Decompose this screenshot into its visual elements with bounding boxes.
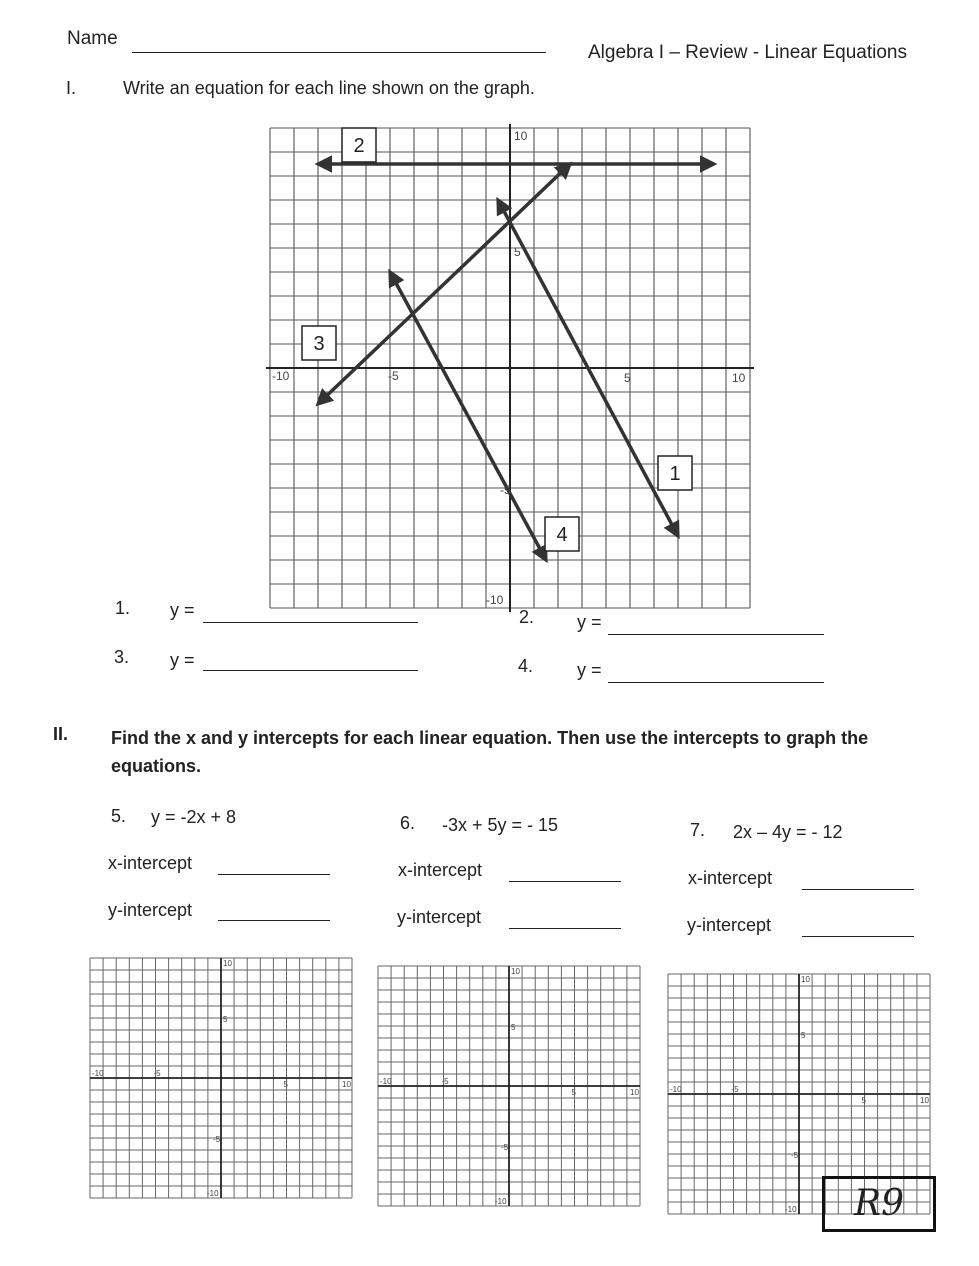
tick-label-top: 10	[223, 959, 232, 968]
tick-label-y-5: 5	[223, 1015, 228, 1024]
tick-label-y-neg5: -5	[213, 1135, 221, 1144]
page-title: Algebra I – Review - Linear Equations	[588, 42, 907, 63]
problem-6-y-label: y-intercept	[397, 907, 482, 927]
tick-label-bottom: -10	[785, 1205, 797, 1214]
tick-label-left: -10	[670, 1085, 682, 1094]
tick-label-bottom: -10	[207, 1189, 219, 1198]
problem-5-number: 5.	[111, 806, 127, 826]
answer-4-number: 4.	[518, 656, 534, 676]
problem-6-equation: -3x + 5y = - 15	[442, 815, 559, 835]
tick-label-bottom: -10	[486, 593, 504, 607]
tick-label-y-neg5: -5	[500, 483, 511, 497]
problem-7-number: 7.	[690, 820, 706, 840]
answer-4-prefix: y =	[577, 660, 602, 680]
tick-label-x-5: 5	[571, 1088, 576, 1097]
problem-5-equation: y = -2x + 8	[151, 807, 237, 827]
problem-7-y-label: y-intercept	[687, 915, 772, 935]
tick-label-y-neg5: -5	[501, 1143, 509, 1152]
tick-label-y-neg5: -5	[791, 1151, 799, 1160]
answer-2-prefix: y =	[577, 612, 602, 632]
tick-label-x-5: 5	[861, 1096, 866, 1105]
tick-label-x-neg5: -5	[441, 1077, 449, 1086]
page-stamp: R9	[822, 1176, 936, 1232]
tick-label-y-5: 5	[511, 1023, 516, 1032]
answer-2-number: 2.	[519, 607, 535, 627]
problem-5-x-label: x-intercept	[108, 853, 193, 873]
problem-7-equation: 2x – 4y = - 12	[733, 822, 843, 842]
tick-label-y-5: 5	[801, 1031, 806, 1040]
answer-1-number: 1.	[115, 598, 131, 618]
tick-label-y-5: 5	[514, 245, 521, 259]
problem-5-y-label: y-intercept	[108, 900, 193, 920]
tick-label-top: 10	[511, 967, 520, 976]
tick-label-bottom: -10	[495, 1197, 507, 1206]
problem-6-number: 6.	[400, 813, 416, 833]
name-label: Name	[67, 28, 118, 49]
tick-label-x-neg5: -5	[731, 1085, 739, 1094]
section-2-numeral: II.	[53, 724, 69, 744]
tick-label-left: -10	[272, 369, 290, 383]
graph-grid-5	[90, 958, 352, 1198]
tick-label-right: 10	[630, 1088, 639, 1097]
tick-label-left: -10	[92, 1069, 104, 1078]
section-1-numeral: I.	[66, 78, 77, 98]
graph-grid-6	[378, 966, 640, 1206]
tick-label-right: 10	[732, 371, 746, 385]
tick-label-x-neg5: -5	[153, 1069, 161, 1078]
section-1-instruction: Write an equation for each line shown on the graph.	[123, 78, 535, 98]
tick-label-x-neg5: -5	[388, 369, 399, 383]
line-label-2: 2	[353, 135, 365, 157]
tick-label-right: 10	[920, 1096, 929, 1105]
line-label-4: 4	[556, 524, 568, 546]
section-2-instruction: Find the x and y intercepts for each linear equation. Then use the intercepts to graph the equations.	[111, 728, 869, 776]
tick-label-x-5: 5	[283, 1080, 288, 1089]
tick-label-right: 10	[342, 1080, 351, 1089]
tick-label-x-5: 5	[624, 371, 631, 385]
answer-3-prefix: y =	[170, 650, 195, 670]
line-label-3: 3	[313, 333, 325, 355]
tick-label-left: -10	[380, 1077, 392, 1086]
tick-label-top: 10	[514, 129, 528, 143]
tick-label-top: 10	[801, 975, 810, 984]
problem-6-x-label: x-intercept	[398, 860, 483, 880]
problem-7-x-label: x-intercept	[688, 868, 773, 888]
answer-1-prefix: y =	[170, 600, 195, 620]
line-label-1: 1	[669, 463, 681, 485]
answer-3-number: 3.	[114, 647, 130, 667]
